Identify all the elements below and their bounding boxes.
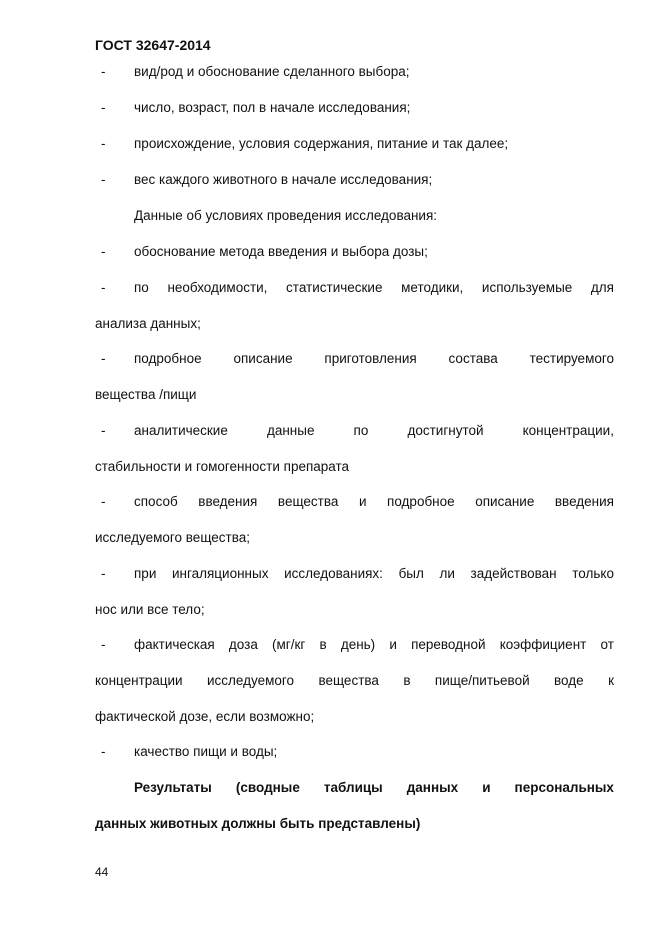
word: по: [353, 423, 369, 438]
justified-line: [134, 778, 614, 798]
justified-line: [95, 671, 614, 691]
word: таблицы: [323, 780, 383, 795]
bullet-dash: -: [101, 136, 106, 151]
bullet-dash: -: [101, 637, 106, 652]
word: вещества: [277, 494, 339, 509]
word: персональных: [514, 780, 614, 795]
word: вещества: [318, 673, 379, 688]
list-item-text: нос или все тело;: [95, 602, 205, 617]
word: по: [134, 280, 149, 295]
word: достигнутой: [407, 423, 484, 438]
word: тестируемого: [529, 351, 614, 366]
results-heading-text: данных животных должны быть представлены): [95, 816, 421, 831]
word: от: [600, 637, 614, 652]
list-item-text: исследуемого вещества;: [95, 530, 250, 545]
bullet-dash: -: [101, 494, 106, 509]
word: методики,: [401, 280, 464, 295]
word: (мг/кг: [272, 637, 306, 652]
list-item-text: вид/род и обоснование сделанного выбора;: [134, 64, 410, 79]
bullet-dash: -: [101, 566, 106, 581]
word: подробное: [387, 494, 455, 509]
word: подробное: [134, 351, 202, 366]
justified-line: [134, 635, 614, 655]
bullet-dash: -: [101, 351, 106, 366]
bullet-dash: -: [101, 423, 106, 438]
word: воде: [554, 673, 584, 688]
word: день): [340, 637, 376, 652]
word: пище/питьевой: [434, 673, 530, 688]
list-item-text: происхождение, условия содержания, питание и так далее;: [134, 136, 509, 151]
word: Результаты: [134, 780, 212, 795]
list-item-text: стабильности и гомогенности препарата: [95, 459, 350, 474]
word: при: [134, 566, 157, 581]
bullet-dash: -: [101, 64, 106, 79]
word: (сводные: [235, 780, 300, 795]
word: переводной: [411, 637, 486, 652]
word: доза: [228, 637, 258, 652]
word: и: [389, 637, 397, 652]
justified-line: [134, 421, 614, 441]
word: концентрации,: [522, 423, 614, 438]
page-number: 44: [95, 865, 109, 879]
bullet-dash: -: [101, 744, 106, 759]
bullet-dash: -: [101, 244, 106, 259]
word: состава: [448, 351, 498, 366]
word: используемые: [481, 280, 573, 295]
word: введения: [198, 494, 258, 509]
list-item-text: фактической дозе, если возможно;: [95, 709, 315, 724]
word: в: [319, 637, 327, 652]
word: аналитические: [134, 423, 228, 438]
list-item-text: обоснование метода введения и выбора дозы;: [134, 244, 428, 259]
word: данные: [266, 423, 315, 438]
justified-line: [134, 564, 614, 584]
word: данных: [406, 780, 459, 795]
list-item-text: качество пищи и воды;: [134, 744, 278, 759]
word: коэффициент: [499, 637, 587, 652]
word: необходимости,: [167, 280, 268, 295]
word: и: [358, 494, 367, 509]
word: в: [403, 673, 411, 688]
word: к: [608, 673, 614, 688]
word: ли: [439, 566, 455, 581]
word: приготовления: [324, 351, 417, 366]
paragraph-text: Данные об условиях проведения исследования:: [134, 208, 438, 223]
justified-line: [134, 349, 614, 369]
list-item-text: число, возраст, пол в начале исследования;: [134, 100, 411, 115]
list-item-text: анализа данных;: [95, 316, 201, 331]
justified-line: [134, 492, 614, 512]
bullet-dash: -: [101, 100, 106, 115]
word: ингаляционных: [171, 566, 269, 581]
word: задействован: [470, 566, 557, 581]
word: описание: [475, 494, 535, 509]
word: описание: [233, 351, 293, 366]
word: способ: [134, 494, 178, 509]
word: только: [572, 566, 614, 581]
word: исследуемого: [207, 673, 295, 688]
word: исследованиях:: [284, 566, 383, 581]
word: концентрации: [95, 673, 183, 688]
list-item-text: вес каждого животного в начале исследования;: [134, 172, 433, 187]
word: статистические: [286, 280, 383, 295]
word: введения: [554, 494, 614, 509]
list-item-text: вещества /пищи: [95, 387, 197, 402]
justified-line: [134, 278, 614, 298]
word: был: [398, 566, 424, 581]
bullet-dash: -: [101, 280, 106, 295]
word: и: [482, 780, 491, 795]
document-header: ГОСТ 32647-2014: [95, 37, 211, 53]
word: фактическая: [134, 637, 215, 652]
bullet-dash: -: [101, 172, 106, 187]
word: для: [590, 280, 614, 295]
